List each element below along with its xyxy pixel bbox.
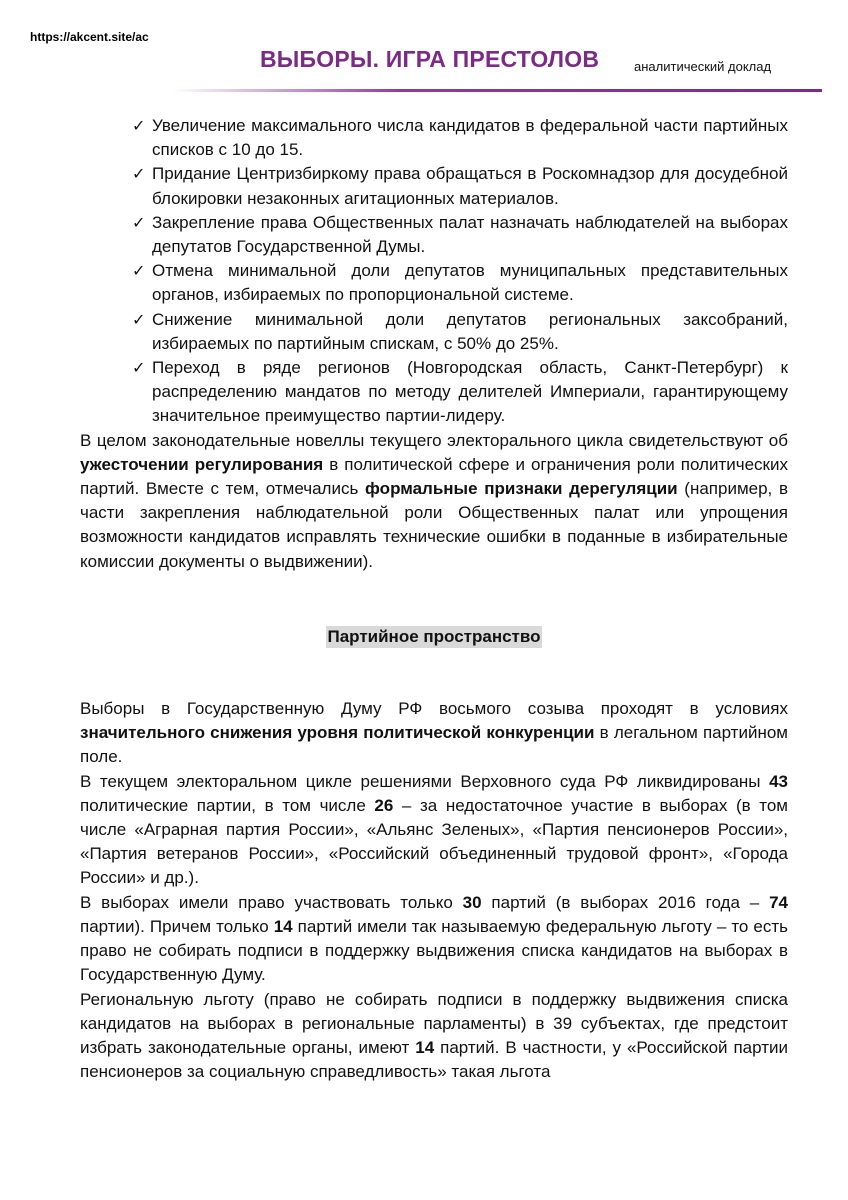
paragraph-eligible-parties [80,891,788,988]
text: В текущем электоральном цикле решениями Верховного суда РФ ликвидированы [80,771,770,791]
text: (например, в части закрепления наблюдательной роли Общественных палат или упрощения возможности кандидатов исправлять технические ошибки в поданные в избирательные комиссии документы о выдвижении). [80,479,789,571]
source-url: https://akcent.site/ac [30,30,149,44]
text: партии). Причем только [80,916,274,936]
header-divider [172,89,822,92]
section-heading-row [80,625,788,649]
checkmark-icon: ✓ [132,212,146,232]
emphasis: формальные признаки дерегуляции [365,479,678,499]
emphasis: 74 [769,892,788,912]
checkmark-icon: ✓ [132,309,146,329]
conclusion-paragraph [80,429,788,574]
emphasis: 26 [374,795,394,815]
paragraph-regional-benefit [80,988,788,1085]
list-item [80,211,788,259]
list-item [80,259,788,307]
list-item [80,308,788,356]
text: Региональную льготу (право не собирать подписи в поддержку выдвижения списка кандидатов на выборах в региональные парламенты) в 39 субъектах, где предстоит избрать законодательные органы, имеют [80,989,788,1057]
checkmark-icon: ✓ [132,164,146,184]
emphasis: значительного снижения уровня политической конкуренции [80,723,595,743]
emphasis: ужесточении регулирования [80,454,324,474]
text: Выборы в Государственную Думу РФ восьмого созыва проходят в условиях [80,699,788,719]
paragraph-competition [80,697,788,770]
list-item [80,114,788,162]
emphasis: 14 [415,1037,435,1057]
list-item-text: Переход в ряде регионов (Новгородская область, Санкт-Петербург) к распределению мандатов по методу делителей Империали, гарантирующему значительное преимущество партии-лидеру. [152,358,788,426]
report-title: ВЫБОРЫ. ИГРА ПРЕСТОЛОВ [260,46,600,72]
list-item-text: Придание Центризбиркому права обращаться в Роскомнадзор для досудебной блокировки незаконных агитационных материалов. [152,164,788,208]
report-subtitle: аналитический доклад [634,59,772,74]
emphasis: 14 [273,916,293,936]
text: В целом законодательные новеллы текущего электорального цикла свидетельствуют об [80,430,788,450]
paragraph-liquidated-parties [80,770,788,891]
text: партий (в выборах 2016 года – [481,892,770,912]
list-item-text: Увеличение максимального числа кандидатов в федеральной части партийных списков с 10 до 15. [152,116,788,160]
checkmark-icon: ✓ [132,358,146,378]
checklist [80,114,788,429]
list-item [80,356,788,429]
emphasis: 30 [462,892,482,912]
text: – за недостаточное участие в выборах (в том числе «Аграрная партия России», «Альянс Зеленых», «Партия пенсионеров России», «Партия ветеранов России», «Российский объединенный трудовой фронт», «Города России» и др.). [80,795,788,888]
text: партий. В частности, у «Российской партии пенсионеров за социальную справедливость» такая льгота [80,1037,788,1082]
text: В выборах имели право участвовать только [80,892,463,912]
checkmark-icon: ✓ [132,116,146,135]
list-item-text: Закрепление права Общественных палат назначать наблюдателей на выборах депутатов Государственной Думы. [152,212,788,257]
text: в политической сфере и ограничения роли политических партий. Вместе с тем, отмечались [80,454,788,499]
text: партий имели так называемую федеральную льготу – то есть право не собирать подписи в поддержку выдвижения списка кандидатов на выборах в Государственную Думу. [80,916,789,985]
page-content [80,114,788,1084]
section-heading: Партийное пространство [327,626,541,646]
list-item [80,162,788,210]
list-item-text: Отмена минимальной доли депутатов муниципальных представительных органов, избираемых по пропорциональной системе. [152,261,788,305]
checkmark-icon: ✓ [132,261,146,281]
emphasis: 43 [769,771,788,791]
text: в легальном партийном поле. [80,723,788,767]
text: политические партии, в том числе [80,795,375,815]
list-item-text: Снижение минимальной доли депутатов региональных заксобраний, избираемых по партийным спискам, с 50% до 25%. [152,309,788,353]
